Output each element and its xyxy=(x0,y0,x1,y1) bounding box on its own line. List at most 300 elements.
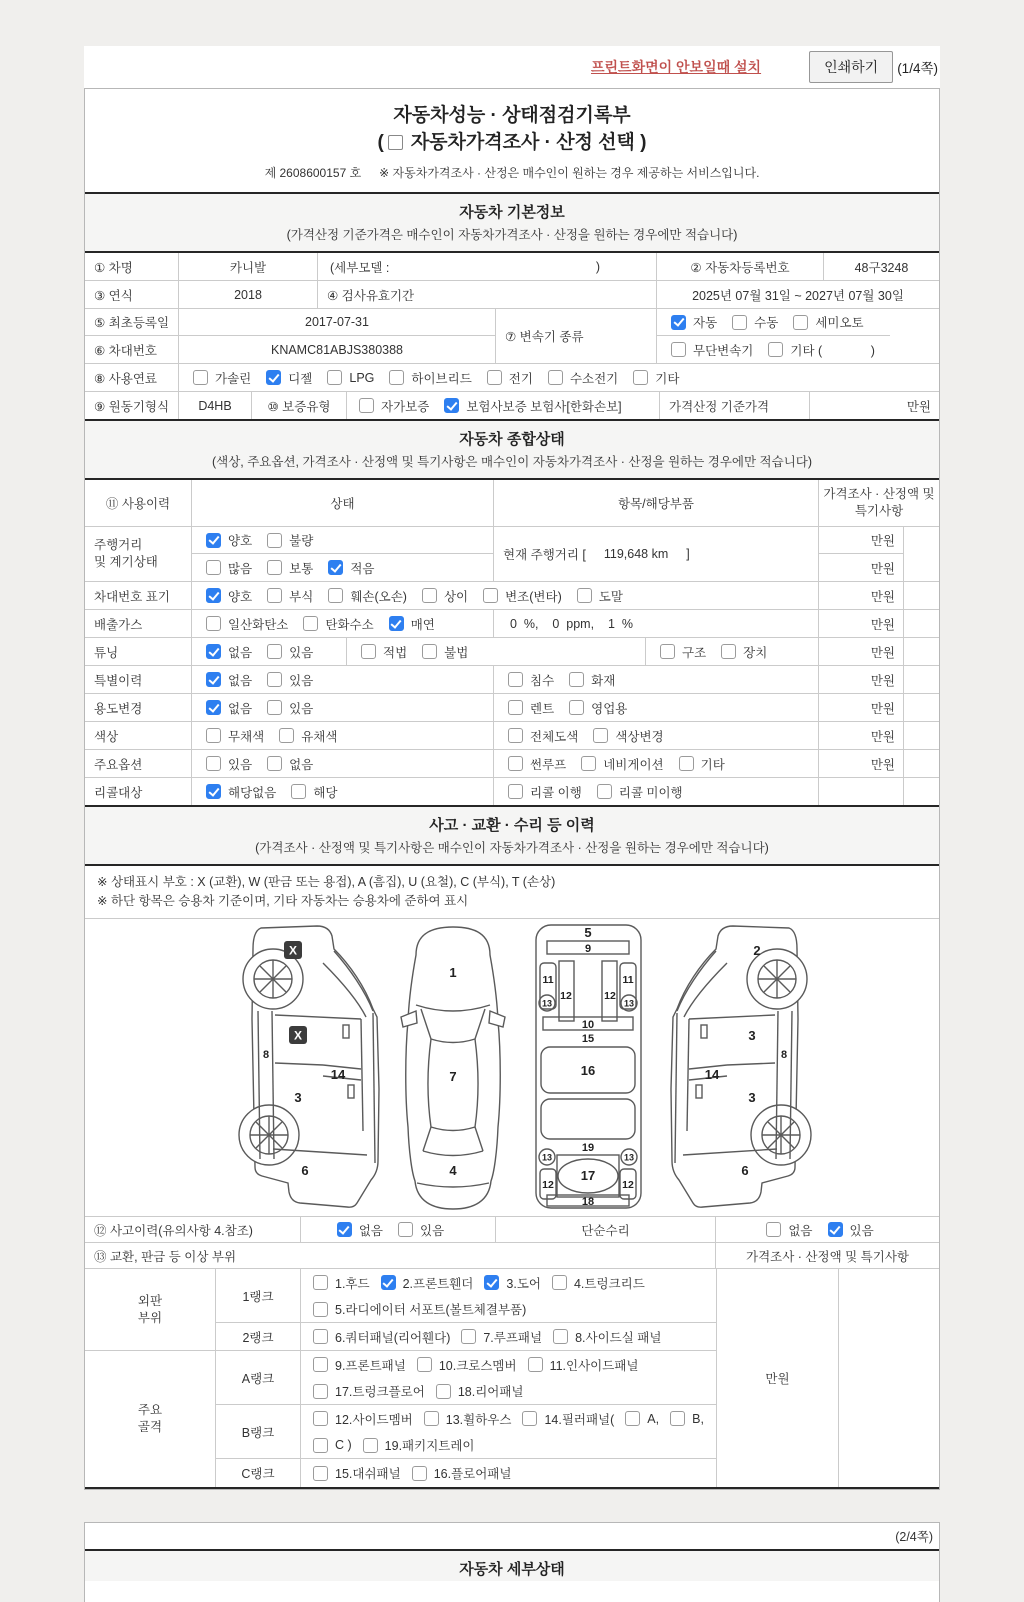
checkbox-unchecked[interactable] xyxy=(422,644,437,659)
checkbox-item xyxy=(417,1356,517,1374)
section-detail-title: 자동차 세부상태 xyxy=(459,1561,565,1578)
checkbox-label: 15.대쉬패널 xyxy=(335,1467,401,1481)
checkbox-item xyxy=(732,313,778,331)
price-unit: 만원 xyxy=(819,638,904,665)
checkbox-unchecked[interactable] xyxy=(487,370,502,385)
col-price-line2: 특기사항 xyxy=(854,504,904,518)
checkbox-label: 있음 xyxy=(420,1223,445,1238)
exchange-price-unit: 만원 xyxy=(716,1269,839,1487)
checkbox-unchecked[interactable] xyxy=(313,1466,328,1481)
empty-cell xyxy=(904,722,939,749)
checkbox-unchecked[interactable] xyxy=(461,1329,476,1344)
checkbox-label: 디젤 xyxy=(288,371,313,386)
special-history-row xyxy=(85,666,939,694)
checkbox-label: 1.후드 xyxy=(335,1276,370,1291)
left-side-view xyxy=(239,926,379,1207)
checkbox-unchecked[interactable] xyxy=(553,1329,568,1344)
checkbox-unchecked[interactable] xyxy=(267,700,282,715)
top-toolbar xyxy=(84,46,940,88)
accident-history-row xyxy=(85,1216,939,1243)
checkbox-unchecked[interactable] xyxy=(721,644,736,659)
checkbox-item xyxy=(633,369,679,387)
checkbox-item xyxy=(487,369,533,387)
part-number: 9 xyxy=(584,943,592,955)
section-accident-header xyxy=(85,805,939,866)
checkbox-unchecked[interactable] xyxy=(569,672,584,687)
checkbox-label: 2.프론트휀더 xyxy=(402,1276,474,1291)
checkbox-item xyxy=(593,727,663,745)
accident-history-group xyxy=(301,1217,496,1242)
checkbox-item xyxy=(206,531,252,549)
checkbox-label: 11.인사이드패널 xyxy=(549,1358,639,1373)
checkbox-unchecked[interactable] xyxy=(422,588,437,603)
main-options-group xyxy=(192,750,494,777)
checkbox-checked[interactable] xyxy=(206,700,221,715)
checkbox-checked[interactable] xyxy=(206,644,221,659)
page-gap xyxy=(84,1490,940,1522)
checkbox-unchecked[interactable] xyxy=(361,644,376,659)
checkbox-unchecked[interactable] xyxy=(363,1438,378,1453)
table-row-group xyxy=(85,309,939,364)
checkbox-label: 화재 xyxy=(591,673,616,688)
part-number: 13 xyxy=(541,998,553,1009)
rank2-line1-group xyxy=(301,1323,716,1350)
col-price-line1: 가격조사 · 산정액 및 xyxy=(823,487,935,501)
outer-panel-line1: 외판 xyxy=(137,1293,163,1308)
checkbox-unchecked[interactable] xyxy=(313,1384,328,1399)
rankB-line2-group xyxy=(301,1432,715,1458)
rank1-line1-group xyxy=(301,1269,656,1296)
checkbox-checked[interactable] xyxy=(266,370,281,385)
checkbox-item xyxy=(597,783,683,801)
checkbox-unchecked[interactable] xyxy=(206,616,221,631)
checkbox-item xyxy=(398,1221,444,1239)
checkbox-item xyxy=(313,1274,370,1292)
part-number: 3 xyxy=(748,1028,756,1043)
checkbox-label: 적음 xyxy=(350,561,375,576)
checkbox-item xyxy=(412,1464,512,1482)
checkbox-unchecked[interactable] xyxy=(313,1302,328,1317)
part-number: 4 xyxy=(449,1163,457,1178)
part-number: 13 xyxy=(541,1152,553,1163)
checkbox-item xyxy=(483,587,562,605)
page-wrap xyxy=(84,46,940,1602)
checkbox-unchecked[interactable] xyxy=(313,1329,328,1344)
empty-cell xyxy=(904,694,939,721)
checkbox-label: 렌트 xyxy=(530,701,555,716)
price-unit: 만원 xyxy=(819,527,904,554)
checkbox-item xyxy=(193,369,251,387)
accident-history-label: ⑫ 사고이력(유의사항 4.참조) xyxy=(85,1217,301,1242)
checkbox-checked[interactable] xyxy=(206,784,221,799)
document-number: 제 2608600157 호 xyxy=(264,166,362,180)
rank-rows xyxy=(216,1269,716,1487)
part-number: 17 xyxy=(580,1168,596,1183)
rankA-row xyxy=(216,1351,716,1405)
main-frame-group-label xyxy=(85,1351,216,1487)
page-indicator: (1/4쪽) xyxy=(897,61,938,76)
transmission-options-row1 xyxy=(657,309,890,336)
first-reg-label: ⑤ 최초등록일 xyxy=(85,309,179,336)
simple-repair-label: 단순수리 xyxy=(496,1217,716,1242)
special-history-label: 특별이력 xyxy=(85,666,192,693)
checkbox-unchecked[interactable] xyxy=(670,1411,685,1426)
simple-repair-group xyxy=(716,1217,939,1242)
mileage-state xyxy=(192,527,494,581)
checkbox-item xyxy=(577,587,623,605)
checkbox-unchecked[interactable] xyxy=(328,588,343,603)
checkbox-label: 6.쿼터패널(리어휀다) xyxy=(335,1330,451,1345)
checkbox-label: 훼손(오손) xyxy=(350,589,407,604)
checkbox-unchecked[interactable] xyxy=(267,533,282,548)
part-number: 18 xyxy=(581,1196,595,1208)
part-number: 8 xyxy=(780,1049,788,1061)
checkbox-unchecked[interactable] xyxy=(206,756,221,771)
section-accident-title: 사고 · 교환 · 수리 등 이력 xyxy=(429,817,595,834)
checkbox-unchecked[interactable] xyxy=(483,588,498,603)
emissions-options xyxy=(192,610,494,637)
empty-cell xyxy=(819,778,904,805)
engine-type-label: ⑨ 원동기형식 xyxy=(85,392,179,419)
part-number: 13 xyxy=(623,1152,635,1163)
first-reg-value: 2017-07-31 xyxy=(179,309,496,336)
section-accident-note: (가격조사 · 산정액 및 특기사항은 매수인이 자동차가격조사 · 산정을 원하는 경우에만 적습니다) xyxy=(255,841,769,855)
checkbox-unchecked[interactable] xyxy=(417,1357,432,1372)
section-overall-note: (색상, 주요옵션, 가격조사 · 산정액 및 특기사항은 매수인이 자동차가격조사 · 산정을 원하는 경우에만 적습니다) xyxy=(211,455,813,469)
checkbox-unchecked[interactable] xyxy=(508,756,523,771)
empty-cell xyxy=(904,638,939,665)
checkbox-unchecked[interactable] xyxy=(398,1222,413,1237)
checkbox-unchecked[interactable] xyxy=(679,756,694,771)
legend-line-2: ※ 하단 항목은 승용차 기준이며, 기타 자동차는 승용차에 준하여 표시 xyxy=(97,894,469,908)
checkbox-unchecked[interactable] xyxy=(766,1222,781,1237)
subtitle-paren-close: ) xyxy=(640,132,647,153)
checkbox-item xyxy=(267,587,313,605)
rankB-line1-group xyxy=(301,1405,715,1432)
checkbox-unchecked[interactable] xyxy=(206,728,221,743)
checkbox-label: C ) xyxy=(335,1438,352,1452)
checkbox-item xyxy=(313,1328,450,1346)
overall-state-table xyxy=(85,480,939,805)
checkbox-label: 기타 xyxy=(700,757,725,772)
checkbox-label: 변조(변타) xyxy=(505,589,562,604)
checkbox-unchecked[interactable] xyxy=(552,1275,567,1290)
checkbox-label: 12.사이드멤버 xyxy=(335,1412,413,1427)
checkbox-label: 18.리어패널 xyxy=(457,1385,524,1399)
empty-cell xyxy=(904,582,939,609)
checkbox-label: 리콜 미이행 xyxy=(618,785,683,800)
checkbox-checked[interactable] xyxy=(206,588,221,603)
checkbox-label: 10.크로스멤버 xyxy=(438,1358,517,1373)
price-unit: 만원 xyxy=(819,582,904,609)
checkbox-item xyxy=(313,1464,401,1482)
tuning-row xyxy=(85,638,939,666)
checkbox-item xyxy=(328,559,374,577)
page1-end-divider xyxy=(85,1487,939,1489)
checkbox-label: 수소전기 xyxy=(569,371,619,386)
emissions-values: 0 %, 0 ppm, 1 % xyxy=(494,610,819,637)
subtitle-label: 자동차가격조사 · 산정 선택 xyxy=(410,132,635,153)
transmission-options xyxy=(657,309,890,363)
checkbox-item xyxy=(206,699,252,717)
checkbox-label: 해당없음 xyxy=(228,785,277,800)
document-number-line xyxy=(85,164,939,181)
vin-display-label: 차대번호 표기 xyxy=(85,582,192,609)
checkbox-label: 기타 xyxy=(655,371,680,386)
part-number: 3 xyxy=(294,1090,302,1105)
checkbox-item xyxy=(569,699,627,717)
checkbox-label: 전기 xyxy=(508,371,533,386)
checkbox-unchecked[interactable] xyxy=(313,1411,328,1426)
service-note: ※ 자동차가격조사 · 산정은 매수인이 원하는 경우 제공하는 서비스입니다. xyxy=(379,166,760,180)
checkbox-unchecked[interactable] xyxy=(436,1384,451,1399)
checkbox-unchecked[interactable] xyxy=(581,756,596,771)
checkbox-label: 부식 xyxy=(289,589,314,604)
checkbox-checked[interactable] xyxy=(206,533,221,548)
checkbox-item xyxy=(328,587,407,605)
checkbox-label: 보험사보증 보험사[한화손보] xyxy=(466,399,622,414)
col-usage-history: ⑪ 사용이력 xyxy=(85,480,192,526)
checkbox-checked[interactable] xyxy=(828,1222,843,1237)
checkbox-unchecked[interactable] xyxy=(593,728,608,743)
checkbox-label: 없음 xyxy=(228,673,253,688)
section-basic-info-note: (가격산정 기준가격은 매수인이 자동차가격조사 · 산정을 원하는 경우에만 적습니다) xyxy=(286,228,738,242)
document-subtitle xyxy=(85,129,939,156)
checkbox-label: 무단변속기 xyxy=(693,343,754,358)
table-header-row xyxy=(85,480,939,527)
mileage-label-line1: 주행거리 xyxy=(94,538,143,552)
checkbox-unchecked[interactable] xyxy=(633,370,648,385)
checkbox-unchecked[interactable] xyxy=(597,784,612,799)
checkbox-unchecked[interactable] xyxy=(548,370,563,385)
checkbox-item xyxy=(522,1410,614,1428)
tuning-legal-group xyxy=(347,638,646,665)
checkbox-unchecked[interactable] xyxy=(522,1411,537,1426)
checkbox-checked[interactable] xyxy=(484,1275,499,1290)
exchange-label: ⑬ 교환, 판금 등 이상 부위 xyxy=(85,1243,716,1268)
checkbox-unchecked[interactable] xyxy=(768,342,783,357)
inspection-period-value: 2025년 07월 31일 ~ 2027년 07월 30일 xyxy=(692,288,904,303)
fuel-label: ⑧ 사용연료 xyxy=(85,364,179,391)
checkbox-label: 전체도색 xyxy=(530,729,579,744)
document-title-block xyxy=(85,89,939,192)
checkbox-unchecked[interactable] xyxy=(206,560,221,575)
section-basic-info-title: 자동차 기본정보 xyxy=(459,204,565,221)
table-row xyxy=(85,392,939,419)
checkbox-unchecked[interactable] xyxy=(267,588,282,603)
checkbox-checked[interactable] xyxy=(206,672,221,687)
part-number: 3 xyxy=(748,1090,756,1105)
checkbox-item xyxy=(721,643,767,661)
part-number: 11 xyxy=(622,974,634,986)
part-number: 11 xyxy=(542,974,554,986)
rankA-line2-group xyxy=(301,1378,649,1404)
checkbox-unchecked[interactable] xyxy=(793,315,808,330)
checkbox-item xyxy=(660,643,706,661)
checkbox-label: 없음 xyxy=(289,757,314,772)
checkbox-unchecked[interactable] xyxy=(327,370,342,385)
special-history-group xyxy=(192,666,494,693)
checkbox-checked[interactable] xyxy=(328,560,343,575)
emissions-row xyxy=(85,610,939,638)
checkbox-label: 양호 xyxy=(228,589,253,604)
checkbox-item xyxy=(313,1300,526,1318)
damage-mark-x: X xyxy=(288,943,298,958)
install-print-plugin-link[interactable]: 프린트화면이 안보일때 설치 xyxy=(591,59,762,75)
rankC-row xyxy=(216,1459,716,1487)
engine-type-value: D4HB xyxy=(179,392,252,419)
empty-cell xyxy=(904,610,939,637)
rankB-label: B랭크 xyxy=(216,1405,301,1458)
checkbox-label: 8.사이드실 패널 xyxy=(575,1330,662,1345)
checkbox-unchecked[interactable] xyxy=(291,784,306,799)
submodel-label: (세부모델 : xyxy=(330,260,390,275)
checkbox-item xyxy=(206,755,252,773)
checkbox-unchecked[interactable] xyxy=(508,700,523,715)
exchange-header-row xyxy=(85,1243,939,1269)
checkbox-label: B, xyxy=(692,1411,704,1426)
checkbox-checked[interactable] xyxy=(381,1275,396,1290)
warranty-label: ⑩ 보증유형 xyxy=(252,392,347,419)
part-number: 12 xyxy=(542,1179,554,1191)
checkbox-item xyxy=(279,727,337,745)
reg-no-value: 48구3248 xyxy=(854,260,909,275)
base-price-unit: 만원 xyxy=(906,399,931,414)
checkbox-unchecked[interactable] xyxy=(660,644,675,659)
checkbox-unchecked[interactable] xyxy=(508,672,523,687)
exchange-rank-table xyxy=(85,1269,939,1487)
checkbox-item xyxy=(313,1382,425,1400)
checkbox-item xyxy=(436,1382,524,1400)
transmission-label: ⑦ 변속기 종류 xyxy=(496,309,657,363)
checkbox-item xyxy=(508,727,578,745)
wheel-icon xyxy=(239,1105,299,1165)
checkbox-label: 양호 xyxy=(228,534,253,548)
table-row xyxy=(85,253,939,281)
checkbox-unchecked[interactable] xyxy=(671,342,686,357)
transmission-options-row2 xyxy=(657,336,890,363)
checkbox-item xyxy=(267,531,313,549)
checkbox-checked[interactable] xyxy=(337,1222,352,1237)
checkbox-label: 13.휠하우스 xyxy=(445,1412,512,1427)
checkbox-unchecked[interactable] xyxy=(732,315,747,330)
checkbox-checked[interactable] xyxy=(389,616,404,631)
checkbox-unchecked[interactable] xyxy=(389,370,404,385)
checkbox-unchecked[interactable] xyxy=(577,588,592,603)
emissions-label: 배출가스 xyxy=(85,610,192,637)
empty-cell xyxy=(839,1269,939,1487)
part-number: 7 xyxy=(449,1069,457,1084)
rank1-row xyxy=(216,1269,716,1323)
checkbox-label: 침수 xyxy=(530,673,555,688)
checkbox-item xyxy=(359,397,429,415)
checkbox-item xyxy=(508,755,566,773)
checkbox-unchecked[interactable] xyxy=(267,644,282,659)
checkbox-unchecked[interactable] xyxy=(267,672,282,687)
price-unit: 만원 xyxy=(819,722,904,749)
checkbox-item xyxy=(508,699,554,717)
checkbox-item xyxy=(267,699,313,717)
section-overall-title: 자동차 종합상태 xyxy=(459,431,565,448)
checkbox-checked[interactable] xyxy=(671,315,686,330)
checkbox-unchecked[interactable] xyxy=(424,1411,439,1426)
checkbox-unchecked[interactable] xyxy=(412,1466,427,1481)
col-state: 상태 xyxy=(192,480,494,526)
current-mileage-suffix: ] xyxy=(686,547,690,561)
wheel-icon xyxy=(751,1105,811,1165)
document-title: 자동차성능 · 상태점검기록부 xyxy=(393,105,631,126)
warranty-options-group xyxy=(347,392,660,419)
tuning-label: 튜닝 xyxy=(85,638,192,665)
checkbox-unchecked[interactable] xyxy=(193,370,208,385)
checkbox-unchecked[interactable] xyxy=(508,728,523,743)
checkbox-unchecked[interactable] xyxy=(528,1357,543,1372)
checkbox-item xyxy=(361,643,407,661)
checkbox-item xyxy=(206,783,276,801)
checkbox-item xyxy=(766,1221,812,1239)
checkbox-label: 색상변경 xyxy=(615,729,664,744)
reg-no-label: ② 자동차등록번호 xyxy=(657,253,824,280)
checkbox-label: A, xyxy=(647,1411,660,1426)
checkbox-unchecked[interactable] xyxy=(569,700,584,715)
checkbox-unchecked[interactable] xyxy=(279,728,294,743)
checkbox-label: 없음 xyxy=(788,1223,813,1238)
checkbox-unchecked[interactable] xyxy=(625,1411,640,1426)
checkbox-item xyxy=(444,397,621,415)
price-survey-checkbox[interactable] xyxy=(388,135,403,150)
rankB-options xyxy=(301,1405,715,1458)
checkbox-label: 4.트렁크리드 xyxy=(573,1276,645,1291)
checkbox-unchecked[interactable] xyxy=(313,1275,328,1290)
part-number: 16 xyxy=(580,1063,596,1078)
checkbox-item xyxy=(267,559,313,577)
checkbox-item xyxy=(424,1410,512,1428)
part-number: 6 xyxy=(741,1163,749,1178)
checkbox-label: 많음 xyxy=(228,561,253,576)
rankA-label: A랭크 xyxy=(216,1351,301,1404)
checkbox-label: 수동 xyxy=(754,316,779,330)
checkbox-label: 5.라디에이터 서포트(볼트체결부품) xyxy=(335,1303,527,1317)
submodel-paren-close: ) xyxy=(595,259,600,274)
checkbox-label: 네비게이션 xyxy=(603,757,664,772)
main-options-label: 주요옵션 xyxy=(85,750,192,777)
print-button[interactable]: 인쇄하기 xyxy=(809,51,893,83)
part-number: 1 xyxy=(449,965,457,980)
checkbox-checked[interactable] xyxy=(444,398,459,413)
checkbox-unchecked[interactable] xyxy=(313,1438,328,1453)
checkbox-unchecked[interactable] xyxy=(313,1357,328,1372)
checkbox-label: 무채색 xyxy=(228,729,265,744)
tuning-exist-group xyxy=(192,638,347,665)
checkbox-unchecked[interactable] xyxy=(267,560,282,575)
checkbox-unchecked[interactable] xyxy=(303,616,318,631)
checkbox-unchecked[interactable] xyxy=(508,784,523,799)
checkbox-unchecked[interactable] xyxy=(359,398,374,413)
checkbox-item xyxy=(363,1436,475,1454)
checkbox-label: 17.트렁크플로어 xyxy=(335,1385,425,1399)
checkbox-label: 없음 xyxy=(228,701,253,716)
inspection-period-label: ④ 검사유효기간 xyxy=(318,281,657,308)
checkbox-unchecked[interactable] xyxy=(267,756,282,771)
col-price-survey xyxy=(819,480,939,526)
checkbox-item xyxy=(679,755,725,773)
col-item-part: 항목/해당부품 xyxy=(494,480,819,526)
checkbox-label: 있음 xyxy=(289,645,314,660)
checkbox-item xyxy=(313,1410,413,1428)
checkbox-label: 19.패키지트레이 xyxy=(384,1439,475,1453)
mileage-label xyxy=(85,527,192,581)
recall-group xyxy=(192,778,494,805)
